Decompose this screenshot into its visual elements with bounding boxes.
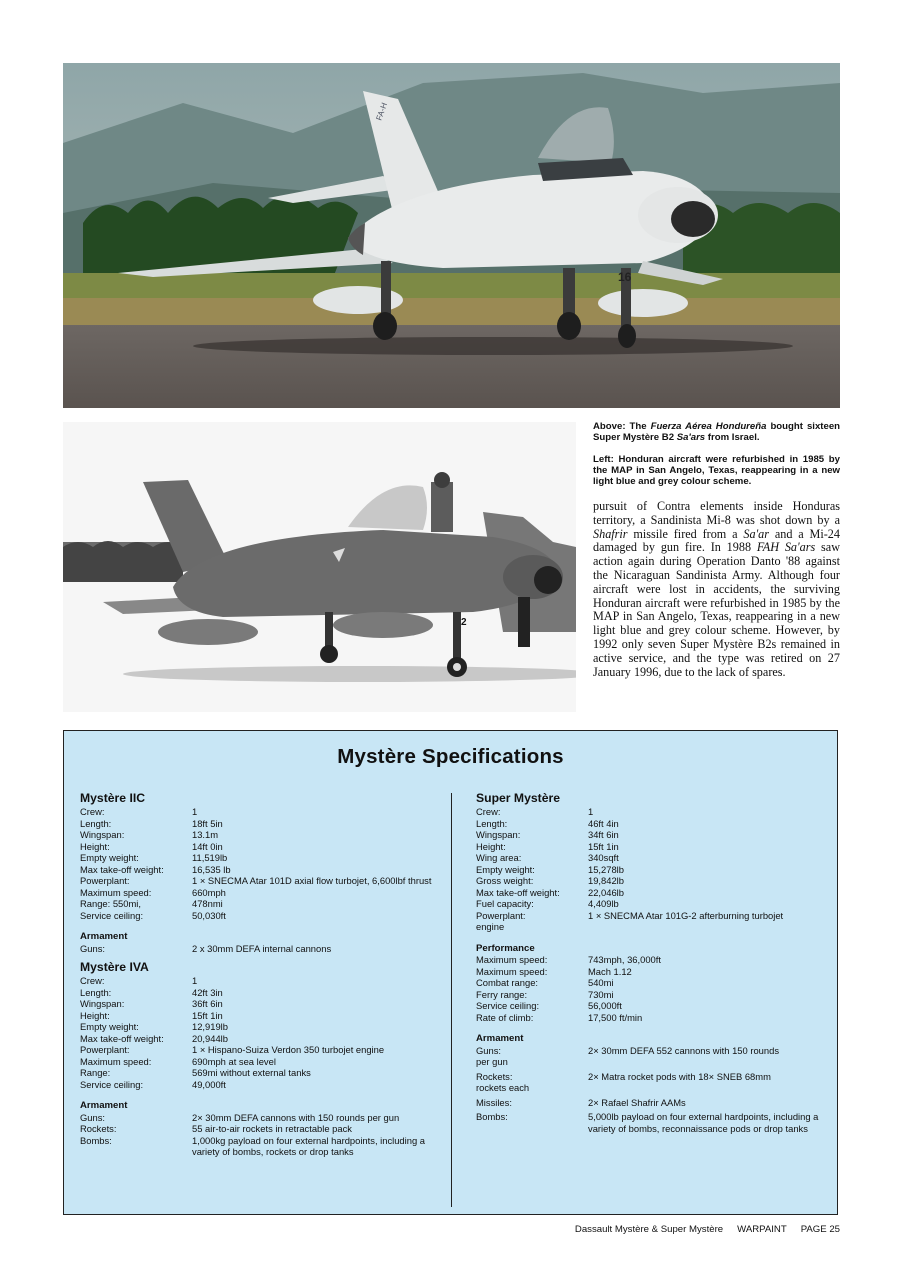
spec-value: 2× 30mm DEFA 552 cannons with 150 rounds [588,1044,780,1056]
spec-label: Maximum speed: [476,954,548,965]
spec-row [476,989,821,1001]
powerplant-continued: engine [476,921,505,932]
column-left [80,791,435,1158]
spec-label: Max take-off weight: [476,886,560,898]
spec-row [80,1067,435,1079]
spec-label: Powerplant: [80,1044,130,1055]
spec-value: 2× Rafael Shafrir AAMs [588,1096,686,1108]
spec-value: 478nmi [192,898,223,909]
spec-row [476,1012,821,1024]
spec-row [80,852,435,864]
spec-label: Maximum speed: [80,886,152,898]
spec-label: Powerplant: [476,909,526,921]
spec-label: Combat range: [476,977,539,988]
spec-row [80,829,435,841]
spec-label: Crew: [80,975,105,986]
spec-label: Range: [80,1067,111,1078]
heading-performance: Performance [476,942,535,954]
column-right [476,791,821,1137]
spec-value: 5,000lb payload on four external hardpoints, including a variety of bombs, reconnaissance pods or drop tanks [588,1111,819,1134]
spec-value: 42ft 3in [192,986,223,998]
spec-label: Range: 550mi, [80,898,141,909]
spec-row [80,875,435,887]
spec-value: 1 [192,806,198,817]
spec-label: Guns: [80,1111,106,1123]
spec-label: Rockets: [476,1070,513,1082]
spec-value: 56,000ft [588,1000,622,1011]
spec-label: Wingspan: [80,829,125,840]
page-footer [561,1224,840,1235]
spec-row [476,864,821,876]
spec-label: Length: [80,817,112,829]
column-divider [451,793,452,1207]
spec-value: 15ft 1in [588,840,619,852]
spec-label: Empty weight: [476,863,535,875]
spec-label: Guns: [80,942,106,954]
spec-label: Fuel capacity: [476,898,534,909]
spec-value: 34ft 6in [588,829,619,840]
spec-value: 49,000ft [192,1078,226,1090]
spec-value: 15ft 1in [192,1009,223,1021]
spec-label: Crew: [476,806,501,817]
spec-row [80,1135,435,1158]
spec-value: 540mi [588,977,614,988]
spec-row [476,829,821,841]
specifications-title: Mystère Specifications [337,745,564,768]
spec-label: Gross weight: [476,875,534,886]
spec-row [80,1079,435,1091]
spec-row [80,987,435,999]
spec-row [80,864,435,876]
spec-value: 1 [588,806,594,817]
spec-value: 46ft 4in [588,817,619,829]
heading-mystere-iic: Mystère IIC [80,791,146,805]
spec-row [476,1097,821,1109]
spec-value: 15,278lb [588,863,624,875]
photo-top-super-mystere [63,63,840,408]
spec-label: Maximum speed: [476,965,548,977]
aircraft-number: 16 [618,270,632,284]
spec-label: Wingspan: [80,998,125,1009]
spec-label-continued: per gun [476,1056,508,1067]
specifications-box [63,730,838,1215]
spec-value: 660mph [192,886,226,898]
heading-armament: Armament [80,1100,128,1111]
spec-label: Length: [80,986,112,998]
spec-row [80,1112,435,1124]
heading-super-mystere: Super Mystère [476,791,560,805]
spec-label: Service ceiling: [80,1078,144,1090]
spec-row [476,898,821,910]
spec-label: Wing area: [476,852,522,863]
body-text: pursuit of Contra elements inside Honduras territory, a Sandinista Mi-8 was shot down by a Shafrir missile fired from a Sa'ar and a Mi-24 damaged by gun fire. In 1988 FAH Sa'ars saw action again during Operation Danto '88 against the Nicaraguan Sandinista Army. Although four aircraft were lost in accidents, the surviving Honduran aircraft were refurbished in 1985 by the MAP in San Angelo, Texas, reappearing in a new light blue and grey colour scheme. However, by 1992 only seven Super Mystère B2s remained in active service, and the type was retired on 27 January 1996, due to the lack of spares. [593,499,840,679]
photo-left-honduran-aircraft [63,422,576,712]
footer-series: WARPAINT [737,1224,787,1235]
spec-row [80,943,435,955]
super-mystere-specs [476,806,821,921]
spec-label: Ferry range: [476,988,528,1000]
spec-row [80,910,435,922]
spec-row [476,1000,821,1012]
spec-row [80,1033,435,1045]
spec-label: Bombs: [476,1111,508,1122]
mystere-iic-armament [80,943,435,955]
spec-label: Rate of climb: [476,1011,534,1023]
spec-value: 12,919lb [192,1021,228,1032]
spec-value: 2× Matra rocket pods with 18× SNEB 68mm [588,1070,771,1082]
mystere-iva-armament [80,1112,435,1158]
mystere-iva-specs [80,975,435,1090]
spec-value: 690mph at sea level [192,1055,276,1067]
footer-title: Dassault Mystère & Super Mystère [574,1224,724,1235]
heading-mystere-iva: Mystère IVA [80,960,149,974]
spec-label: Powerplant: [80,875,130,886]
spec-value: 1 [192,975,198,986]
spec-value: 22,046lb [588,886,624,898]
spec-row [80,898,435,910]
spec-row [476,875,821,887]
spec-label: Missiles: [476,1096,512,1108]
spec-row [476,1071,821,1083]
spec-row [476,852,821,864]
spec-row [476,1111,821,1134]
spec-value: Mach 1.12 [588,965,632,977]
spec-label: Maximum speed: [80,1055,152,1067]
spec-row [80,1056,435,1068]
spec-row [476,818,821,830]
spec-value: 50,030ft [192,909,226,921]
spec-row [80,1021,435,1033]
spec-value: 1 × SNECMA Atar 101G-2 afterburning turbojet [588,909,784,921]
spec-value: 55 air-to-air rockets in retractable pack [192,1123,352,1134]
spec-value: 1 × SNECMA Atar 101D axial flow turbojet, 6,600lbf thrust [192,875,432,886]
spec-label: Height: [80,1009,110,1021]
spec-value: 2× 30mm DEFA cannons with 150 rounds per gun [192,1111,400,1123]
spec-label: Guns: [476,1044,502,1056]
page-number: PAGE 25 [800,1224,840,1235]
spec-label: Rockets: [80,1123,117,1134]
spec-label: Wingspan: [476,829,521,840]
spec-row [476,1045,821,1057]
spec-value: 4,409lb [588,898,619,909]
spec-label-continued: rockets each [476,1082,530,1093]
spec-value: 19,842lb [588,875,624,886]
spec-value: 16,535 lb [192,863,231,875]
spec-row [80,806,435,818]
spec-value: 2 x 30mm DEFA internal cannons [192,942,332,954]
spec-row [476,954,821,966]
spec-value: 11,519lb [192,852,228,863]
caption-left: Left: Honduran aircraft were refurbished in 1985 by the MAP in San Angelo, Texas, reappearing in a new light blue and grey colour scheme. [593,454,840,487]
aircraft-number-left: 2 [461,617,467,628]
spec-value: 1,000kg payload on four external hardpoints, including a variety of bombs, rockets or drop tanks [192,1134,425,1157]
spec-row [80,841,435,853]
super-mystere-armament [476,1045,821,1135]
spec-row [80,818,435,830]
spec-row [80,975,435,987]
spec-label: Empty weight: [80,852,139,863]
heading-armament: Armament [476,1033,524,1044]
spec-label: Crew: [80,806,105,817]
spec-row [476,806,821,818]
spec-row [476,887,821,899]
spec-label: Empty weight: [80,1021,139,1032]
spec-value: 1 × Hispano-Suiza Verdon 350 turbojet engine [192,1044,385,1055]
super-mystere-performance [476,954,821,1023]
spec-value: 18ft 5in [192,817,223,829]
spec-row [476,910,821,922]
spec-label: Max take-off weight: [80,1032,164,1044]
spec-row [80,1010,435,1022]
caption-above: Above: The Fuerza Aérea Hondureña bought sixteen Super Mystère B2 Sa'ars from Israel. [593,421,841,443]
spec-label: Height: [80,840,110,852]
spec-value: 743mph, 36,000ft [588,954,661,965]
mystere-iic-specs [80,806,435,921]
spec-row [80,998,435,1010]
heading-armament: Armament [80,931,128,942]
spec-label: Service ceiling: [80,909,144,921]
spec-value: 14ft 0in [192,840,223,852]
spec-label: Height: [476,840,506,852]
spec-label: Length: [476,817,508,829]
spec-value: 730mi [588,988,614,1000]
spec-row [80,1123,435,1135]
spec-value: 13.1m [192,829,219,840]
spec-label: Max take-off weight: [80,863,164,875]
spec-value: 340sqft [588,852,619,863]
spec-row [476,977,821,989]
spec-value: 20,944lb [192,1032,228,1044]
spec-value: 36ft 6in [192,998,223,1009]
spec-value: 569mi without external tanks [192,1067,311,1078]
spec-row [476,841,821,853]
tail-marking: FA-H [374,101,390,122]
spec-value: 17,500 ft/min [588,1011,643,1023]
spec-row [80,1044,435,1056]
spec-row [476,966,821,978]
spec-row [80,887,435,899]
spec-label: Bombs: [80,1134,112,1146]
spec-label: Service ceiling: [476,1000,540,1011]
